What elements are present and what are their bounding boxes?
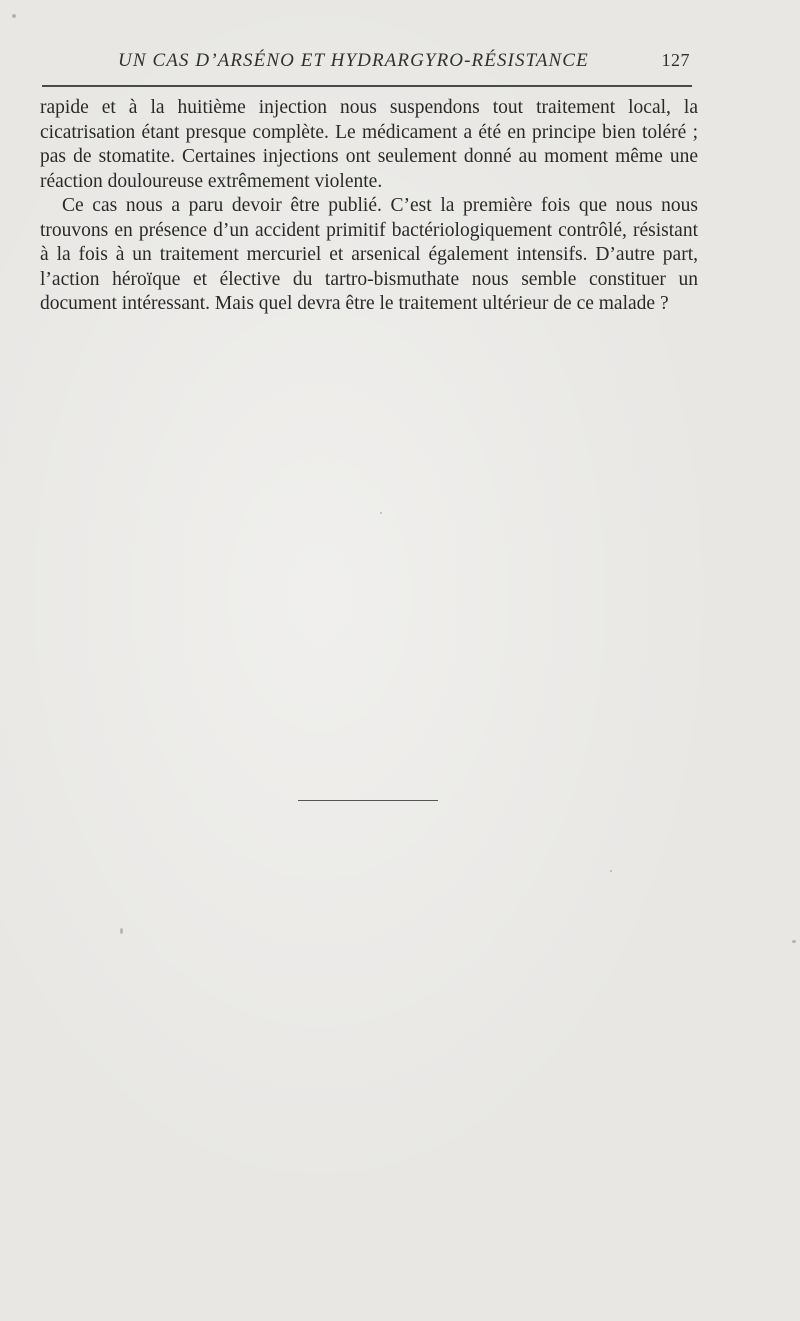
- paper-speck: [610, 870, 612, 872]
- paper-speck: [792, 940, 796, 943]
- header-rule: [42, 85, 692, 87]
- end-rule: [298, 800, 438, 801]
- running-head: [40, 46, 690, 76]
- paper-speck: [12, 14, 16, 18]
- running-title: UN CAS D’ARSÉNO ET HYDRARGYRO-RÉSISTANCE: [118, 50, 589, 71]
- paper-speck: [380, 512, 382, 514]
- page-number: 127: [661, 50, 690, 70]
- body-text: [40, 96, 698, 317]
- paragraph-continuation: rapide et à la huitième injection nous suspendons tout traitement local, la cicatrisation étant presque complète. Le médicament a été en principe bien toléré ; pas de stomatite. Certaines injections ont seulement donné au moment même une réaction douloureuse extrêmement violente.: [40, 97, 698, 192]
- paper-speck: [120, 928, 123, 934]
- paragraph-conclusion: Ce cas nous a paru devoir être publié. C’est la première fois que nous nous trouvons en présence d’un accident primitif bactériologiquement contrôlé, résistant à la fois à un traitement mercuriel et arsenical également intensifs. D’autre part, l’action héroïque et élective du tartro-bismuthate nous semble constituer un document intéressant. Mais quel devra être le traitement ultérieur de ce malade ?: [40, 195, 698, 314]
